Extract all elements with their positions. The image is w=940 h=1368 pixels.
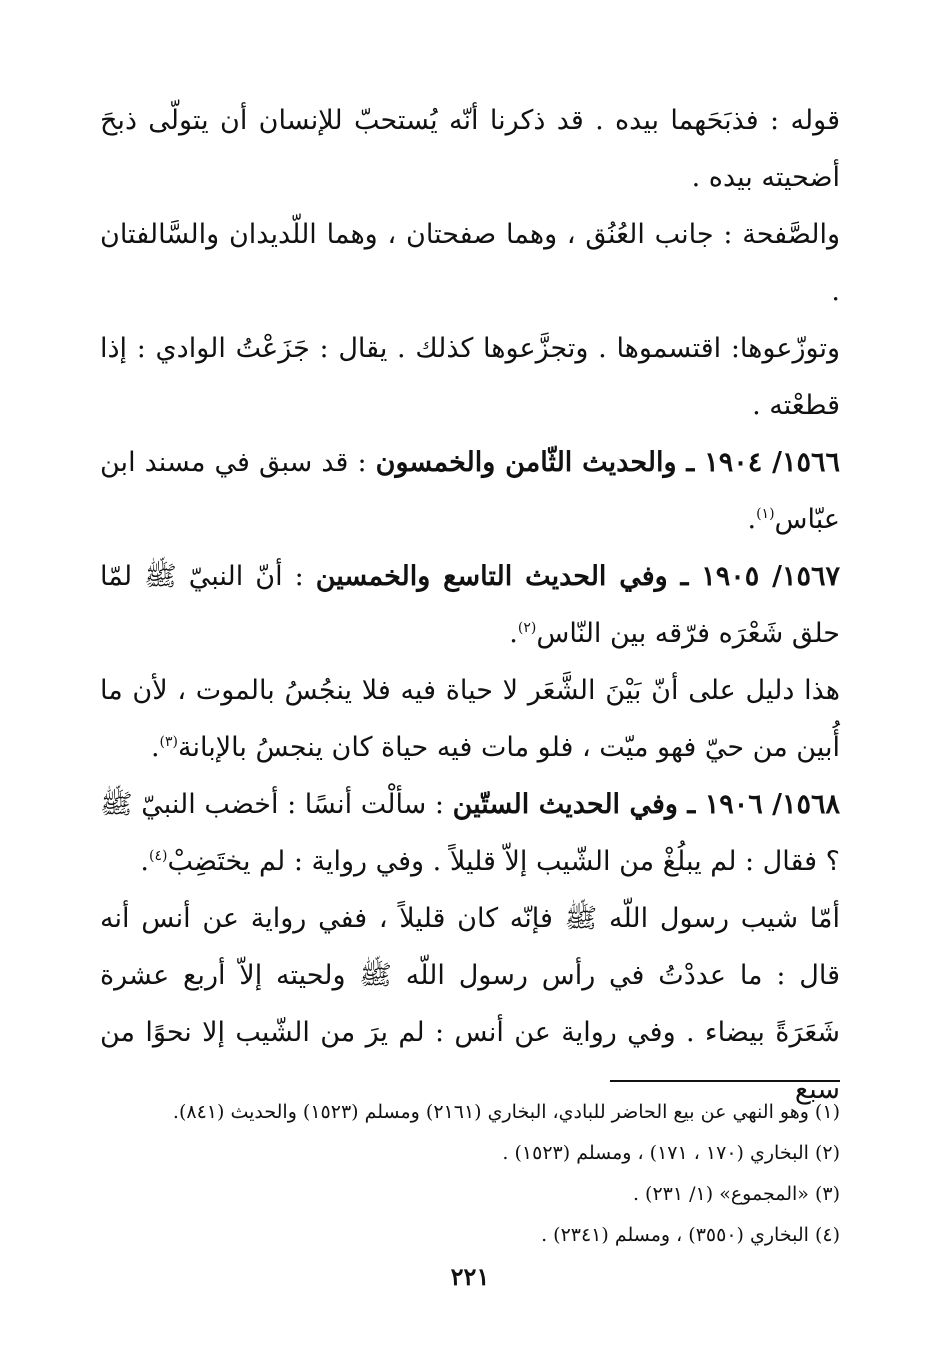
paragraph-text: : أنّ النبيّ ﷺ لمّا حلق شَعْرَه فرّقه بين النّاس — [100, 561, 840, 649]
paragraph-text: هذا دليل على أنّ بَيْنَ الشَّعَر لا حياة فيه فلا ينجُسُ بالموت ، لأن ما أُبين من حيّ فهو ميّت ، فلو مات فيه حياة كان ينجسُ بالإبانة — [100, 675, 840, 763]
paragraph-tail: . — [140, 846, 149, 877]
paragraph-6 — [100, 662, 840, 776]
paragraph-text: : سألْت أنسًا : أخضب النبيّ ﷺ ؟ فقال : لم يبلُغْ من الشّيب إلاّ قليلاً . وفي رواية : لم يختَضِبْ — [100, 789, 840, 877]
paragraph-text: وتوزّعوها: اقتسموها . وتجزَّعوها كذلك . يقال : جَزَعْتُ الوادي : إذا قطعْته . — [100, 333, 840, 421]
paragraph-3 — [100, 320, 840, 434]
footnote-ref[interactable]: (١) — [756, 506, 775, 522]
footnote-ref[interactable]: (٤) — [148, 848, 168, 864]
paragraph-tail: . — [509, 618, 518, 649]
footnote-ref[interactable]: (٣) — [159, 734, 178, 750]
hadith-1904 — [100, 434, 840, 548]
hadith-1905 — [100, 548, 840, 662]
hadith-heading: ١٥٦٧/ ١٩٠٥ ـ وفي الحديث التاسع والخمسين — [315, 561, 841, 592]
paragraph-tail: . — [747, 504, 757, 535]
footnote-3: (٣) «المجموع» (١/ ٢٣١) . — [632, 1183, 840, 1205]
paragraph-text: : قد سبق في مسند ابن عبّاس — [100, 447, 840, 535]
footnote-2: (٢) البخاري (١٧٠ ، ١٧١) ، ومسلم (١٥٢٣) . — [502, 1142, 840, 1164]
paragraph-text: قوله : فذبَحَهما بيده . قد ذكرنا أنّه يُستحبّ للإنسان أن يتولّى ذبحَ أضحيته بيده . — [100, 105, 840, 193]
footnote-list — [100, 1092, 840, 1256]
footnote-4: (٤) البخاري (٣٥٥٠) ، ومسلم (٢٣٤١) . — [541, 1224, 840, 1246]
hadith-1906 — [100, 776, 840, 890]
paragraph-1 — [100, 92, 840, 206]
main-text — [100, 92, 840, 1118]
footnote-ref[interactable]: (٢) — [517, 620, 537, 636]
footnote-divider — [610, 1080, 840, 1082]
page-number: ٢٢١ — [450, 1262, 490, 1291]
hadith-heading: ١٥٦٦/ ١٩٠٤ ـ والحديث الثّامن والخمسون — [375, 447, 840, 478]
footnote-1: (١) وهو النهي عن بيع الحاضر للبادي، البخاري (٢١٦١) ومسلم (١٥٢٣) والحديث (٨٤١). — [172, 1101, 840, 1123]
paragraph-2 — [100, 206, 840, 320]
paragraph-8 — [100, 890, 840, 1118]
paragraph-text: أمّا شيب رسول اللّه ﷺ فإنّه كان قليلاً ، ففي رواية عن أنس أنه قال : ما عددْتُ في رأس رسول اللّه ﷺ ولحيته إلاّ أربع عشرة شَعَرَةً بيضاء . وفي رواية عن أنس : لم يرَ من الشّيب إلا نحوًا من سبع — [100, 903, 840, 1105]
hadith-heading: ١٥٦٨/ ١٩٠٦ ـ وفي الحديث الستّين — [452, 789, 841, 820]
paragraph-text: والصَّفحة : جانب العُنُق ، وهما صفحتان ، وهما اللّديدان والسَّالفتان . — [100, 219, 840, 307]
paragraph-tail: . — [150, 732, 160, 763]
